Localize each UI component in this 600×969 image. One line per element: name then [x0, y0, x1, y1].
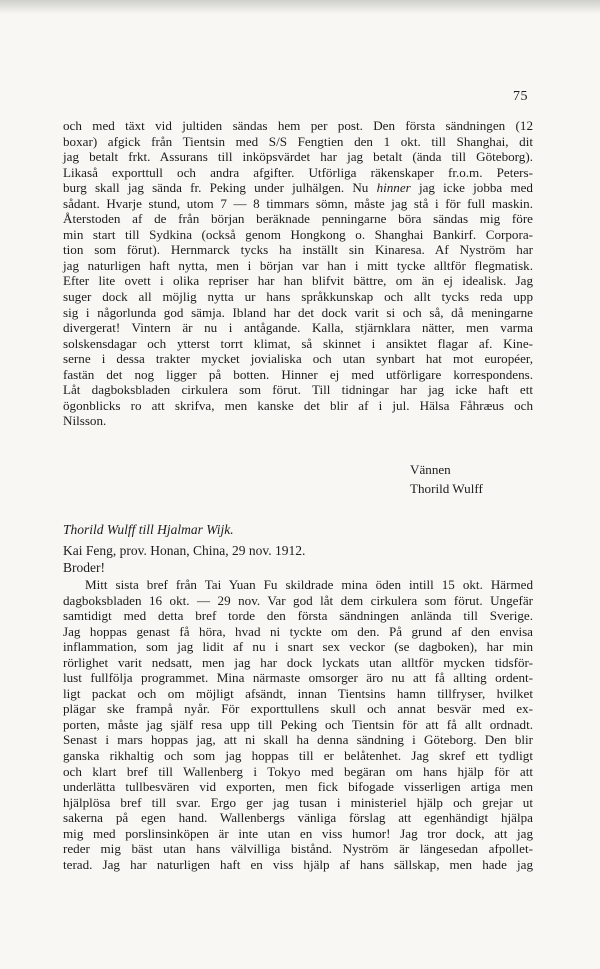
letter-2-line: underlätta tullbesvären vid exporten, men fick bifogade visserligen artiga men [63, 779, 533, 795]
letter-2-line: terad. Jag har naturligen haft en viss hjälp af hans sällskap, men hade jag [63, 856, 533, 872]
letter-2-line: porten, måste jag själf resa upp till Peking och Tientsin för att få allt ordnadt. [63, 716, 533, 732]
letter-1-line: tion som förut). Hernmarck tycks ha inställt sin Kinaresa. Af Nyström har [63, 242, 533, 258]
letter-1-line: divergerat! Vintern är nu i antågande. Kalla, stjärnklara nätter, men varma [63, 320, 533, 336]
letter-1-line: Efter lite ovett i olika repriser har han blifvit bättre, om än ej idealisk. Jag [63, 273, 533, 289]
page-top-edge [0, 0, 600, 14]
letter-2-line: och klart bref till Wallenberg i Tokyo med begäran om hans hjälp för att [63, 763, 533, 779]
letter-1-line: Nilsson. [63, 413, 107, 429]
letter-2-line: sakerna på egen hand. Wallenbergs vänliga förslag att egenhändigt hjälpa [63, 810, 533, 826]
letter-1-line: Låt dagboksbladen cirkulera som förut. Till tidningar har jag icke haft ett [63, 382, 533, 398]
letter-2-line: inflammation, som jag lidit af nu i snart sex veckor (se dagboken), har min [63, 639, 533, 655]
letter-1-line: suger dock all möjlig nytta ur hans språkkunskap och allt tycks reda upp [63, 289, 533, 305]
letter-2-line: hjälplösa bref till svar. Ergo ger jag tusan i ministeriel hjälp och grejar ut [63, 794, 533, 810]
letter-2-line: mig med porslinsinköpen är inte utan en viss humor! Jag tror dock, att jag [63, 825, 533, 841]
letter-1-line: boxar) afgick från Tientsin med S/S Fengtien den 1 okt. till Shanghai, dit [63, 133, 533, 149]
letter-1-line: och med täxt vid jultiden sändas hem per post. Den första sändningen (12 [63, 118, 533, 133]
letter-1-line: ögonblicks ro att skrifva, men kanske det blir af i jul. Hälsa Fåhræus och [63, 397, 533, 413]
letter-2-body [63, 577, 533, 872]
letter-1-line: solskensdagar och ytterst torrt klimat, så skinnet i ansiktet flagar af. Kine- [63, 335, 533, 351]
page-number: 75 [513, 89, 528, 104]
letter-2-line: plägar ske frampå nyår. För exporttullens skull och annat besvär med ex- [63, 701, 533, 717]
letter-2-line: ligt packat och om möjligt afsändt, innan Tientsins hamn tillfryser, hvilket [63, 685, 533, 701]
letter-2-line: Mitt sista bref från Tai Yuan Fu skildrade mina öden intill 15 okt. Härmed [85, 577, 533, 592]
letter-1-line: sig i någorlunda god sämja. Ibland har det dock varit si och så, då meningarne [63, 304, 533, 320]
letter-1-body [63, 118, 533, 429]
letter-1-line: jag naturligen haft nytta, men i början var han i mitt tycke alltför flegmatisk. [63, 257, 533, 273]
letter-2-line: dagboksbladen 16 okt. — 29 nov. Var god låt dem cirkulera som förut. Ungefär [63, 592, 533, 608]
closing: Vännen [410, 462, 451, 477]
letter-1-line: jag betalt frkt. Assurans till inköpsvärdet har jag betalt (ända till Göteborg). [63, 149, 533, 165]
letter-1-signature-block [0, 460, 530, 498]
letter-1-line: serne i dessa trakter mycket jovialiska och utan synbart hat mot européer, [63, 351, 533, 367]
letter-2-line: reder mig bäst utan hans välvilliga bistånd. Nyström är längesedan afpollet- [63, 841, 533, 857]
letter-1-line: fastän det nog ligger på botten. Hinner ej med utförligare korrespondens. [63, 366, 533, 382]
letter-2-line: ganska rikhaltig och som jag hoppas till er belåtenhet. Jag skref ett tydligt [63, 748, 533, 764]
emphasized-word: hinner [376, 180, 411, 196]
letter-2-line: rörlighet varit nedsatt, men jag har dock lyckats utan alltför mycken tidsför- [63, 654, 533, 670]
letter-1-line: sådant. Hvarje stund, utom 7 — 8 timmars sömn, måste jag stå i för full maskin. [63, 195, 533, 211]
salutation: Broder! [63, 560, 105, 575]
letter-2-heading: Thorild Wulff till Hjalmar Wijk. [63, 522, 234, 537]
letter-2-line: samtidigt med detta bref torde den första sändningen anlända till Sverige. [63, 608, 533, 624]
letter-1-line: Återstoden af de från början beräknade penningarne böra sändas mig före [63, 211, 533, 227]
letter-2-line: Jag hoppas genast få höra, hvad ni tyckte om den. På grund af den envisa [63, 623, 533, 639]
letter-2-meta [63, 542, 305, 576]
letter-1-line: burg skall jag sända fr. Peking under julhälgen. Nu hinner jag icke jobba med [63, 180, 533, 196]
letter-2-line: Senast i mars hoppas jag, att ni skall ha denna sändning i Göteborg. Den blir [63, 732, 533, 748]
place-date: Kai Feng, prov. Honan, China, 29 nov. 1912. [63, 543, 306, 558]
signature: Thorild Wulff [410, 481, 483, 496]
letter-1-line: min start till Sydkina (också genom Hongkong o. Shanghai Bankirf. Corpora- [63, 226, 533, 242]
letter-2-line: lust fullfölja programmet. Mina närmaste omsorger äro nu att få allting ordent- [63, 670, 533, 686]
letter-1-line: Likaså exporttull och andra afgifter. Utförliga räkenskaper fr.o.m. Peters- [63, 164, 533, 180]
